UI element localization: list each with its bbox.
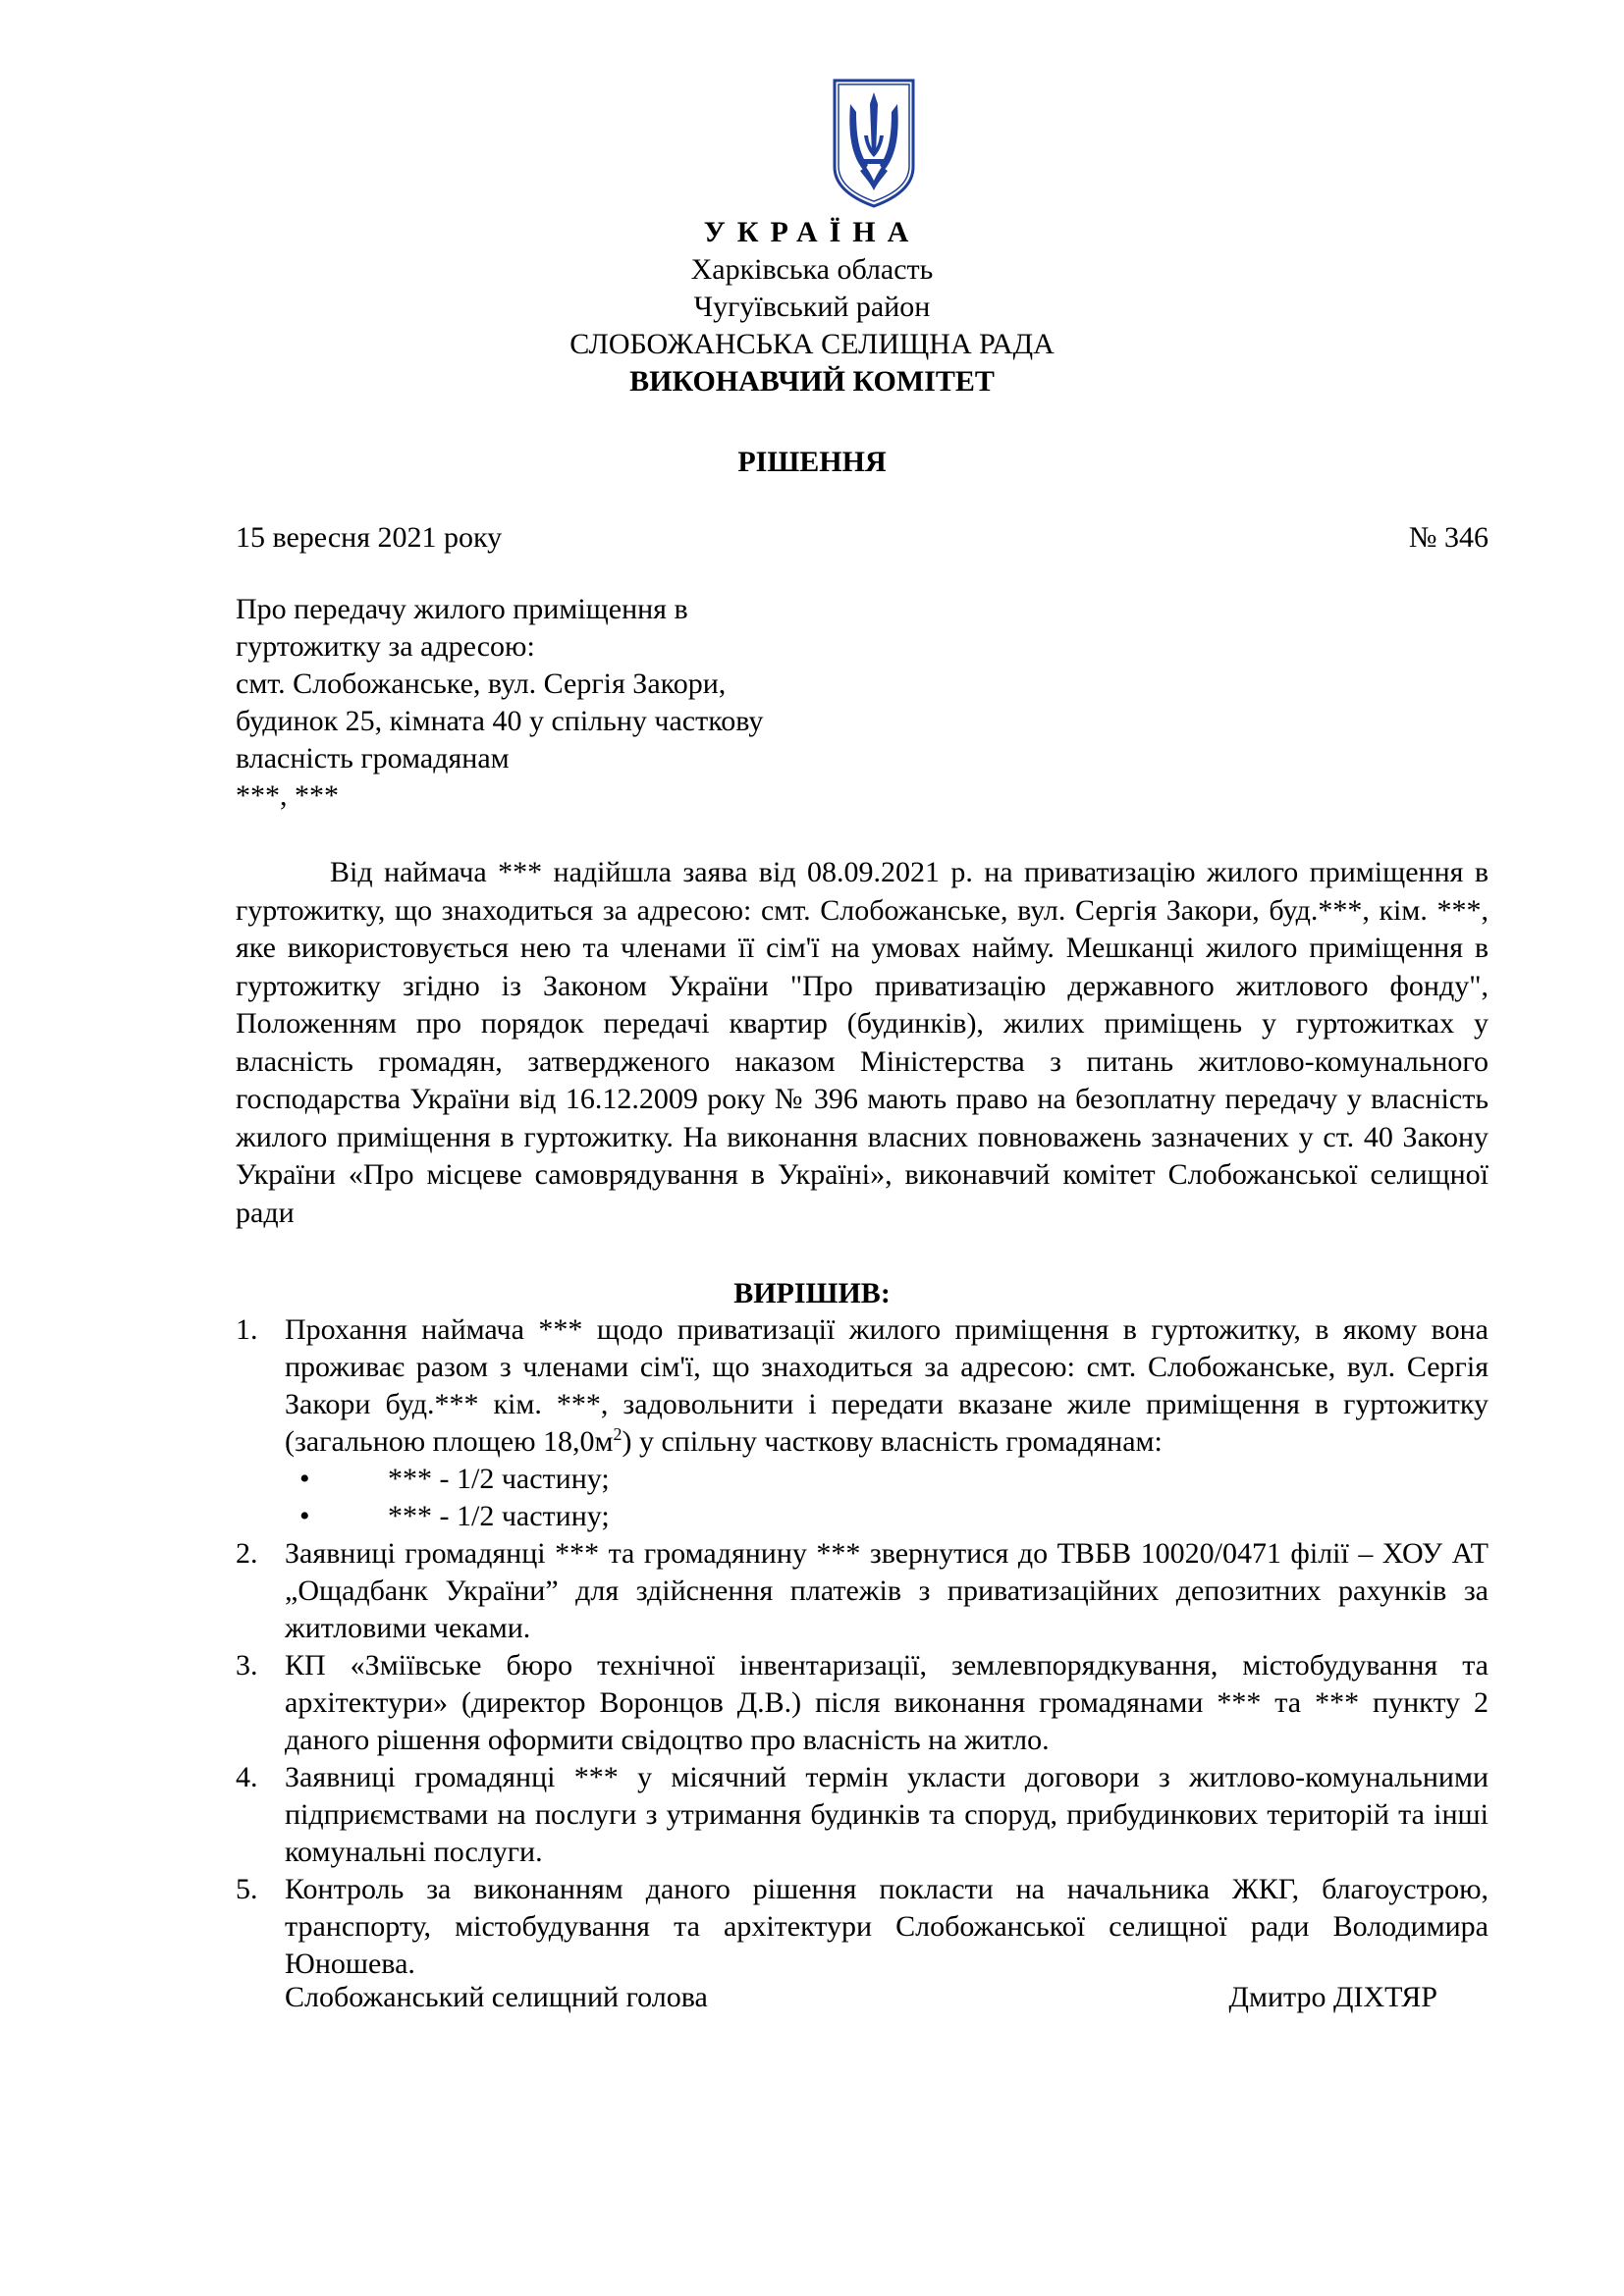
subject-line: Про передачу жилого приміщення в — [236, 593, 688, 625]
item-text: Заявниці громадянці *** та громадянину *** звернутися до ТВБВ 10020/0471 філії – ХОУ АТ „Ощадбанк України” для здійснення платежів з приватизаційних депозитних рахунків за житловими чеками. — [285, 1537, 1489, 1644]
item-text-continued: ) у спільну часткову власність громадянам: — [622, 1425, 1163, 1458]
bullet-icon: • — [299, 1500, 310, 1532]
resolution-items — [236, 1311, 1489, 1983]
subject-line: смт. Слобожанське, вул. Сергія Закори, — [236, 667, 727, 700]
item-number: 5. — [236, 1873, 258, 1905]
superscript: 2 — [613, 1424, 623, 1444]
bullet-text: *** - 1/2 частину; — [388, 1463, 610, 1495]
subject-line: будинок 25, кімната 40 у спільну часткову — [236, 705, 764, 737]
subject-line: гуртожитку за адресою: — [236, 630, 535, 663]
council-name: СЛОБОЖАНСЬКА СЕЛИЩНА РАДА — [569, 328, 1055, 360]
item-number: 4. — [236, 1761, 258, 1793]
item-number: 1. — [236, 1313, 258, 1346]
document-date: 15 вересня 2021 року — [236, 521, 503, 554]
document-header — [0, 214, 1624, 400]
preamble-paragraph: Від наймача *** надійшла заява від 08.09.2021 р. на приватизацію жилого приміщення в гуртожитку, що знаходиться за адресою: смт. Слобожанське, вул. Сергія Закори, буд.***, кім. ***, яке використовується нею та членами її сім'ї на умовах найму. Мешканці жилого приміщення в гуртожитку згідно із Законом України "Про приватизацію державного житлового фонду", Положенням про порядок передачі квартир (будинків), жилих приміщень у гуртожитках у власність громадян, затвердженого наказом Міністерства з питань житлово-комунального господарства України від 16.12.2009 року № 396 мають право на безоплатну передачу у власність жилого приміщення в гуртожитку. На виконання власних повноважень зазначених у ст. 40 Закону України «Про місцеве самоврядування в Україні», виконавчий комітет Слобожанської селищної ради — [236, 856, 1489, 1229]
district-name: Чугуївський район — [693, 291, 931, 323]
resolved-heading: ВИРІШИВ: — [733, 1277, 891, 1309]
bullet-list — [285, 1461, 1489, 1535]
coat-of-arms-icon — [831, 77, 917, 210]
resolution-item-2 — [236, 1535, 1489, 1647]
item-text: Заявниці громадянці *** у місячний термін укласти договори з житлово-комунальними підприємствами на послуги з утримання будинків та споруд, прибудинкових територій та інші комунальні послуги. — [285, 1761, 1489, 1868]
document-type: РІШЕННЯ — [737, 446, 887, 478]
document-subject — [236, 591, 844, 815]
bullet-icon: • — [299, 1463, 310, 1495]
region-name: Харківська область — [690, 253, 934, 286]
document-number: № 346 — [1408, 521, 1489, 554]
item-text: Прохання наймача *** щодо приватизації жилого приміщення в гуртожитку, в якому вона проживає разом з членами сім'ї, що знаходиться за адресою: смт. Слобожанське, вул. Сергія Закори буд.*** кім. ***, задовольнити і передати вказане жиле приміщення в гуртожитку (загальною площею 18,0м — [285, 1313, 1489, 1458]
item-number: 3. — [236, 1649, 258, 1682]
resolution-item-5 — [236, 1871, 1489, 1983]
subject-line: ***, *** — [236, 779, 339, 812]
committee-name: ВИКОНАВЧИЙ КОМІТЕТ — [629, 365, 995, 398]
item-text: Контроль за виконанням даного рішення покласти на начальника ЖКГ, благоустрою, транспорту, містобудування та архітектури Слобожанської селищної ради Володимира Юношева. — [285, 1873, 1489, 1980]
subject-line: власність громадянам — [236, 742, 510, 774]
resolution-item-1 — [236, 1311, 1489, 1535]
resolution-item-4 — [236, 1759, 1489, 1871]
item-text: КП «Зміївське бюро технічної інвентаризації, землевпорядкування, містобудування та архітектури» (директор Воронцов Д.В.) після виконання громадянами *** та *** пункту 2 даного рішення оформити свідоцтво про власність на житло. — [285, 1649, 1489, 1756]
resolution-item-3 — [236, 1647, 1489, 1759]
signer-name: Дмитро ДІХТЯР — [1228, 1981, 1437, 2013]
country-name: УКРАЇНА — [703, 216, 921, 248]
signer-title: Слобожанський селищний голова — [285, 1981, 708, 2013]
bullet-text: *** - 1/2 частину; — [388, 1500, 610, 1532]
item-number: 2. — [236, 1537, 258, 1570]
bullet-item — [285, 1498, 1489, 1535]
bullet-item — [285, 1461, 1489, 1498]
